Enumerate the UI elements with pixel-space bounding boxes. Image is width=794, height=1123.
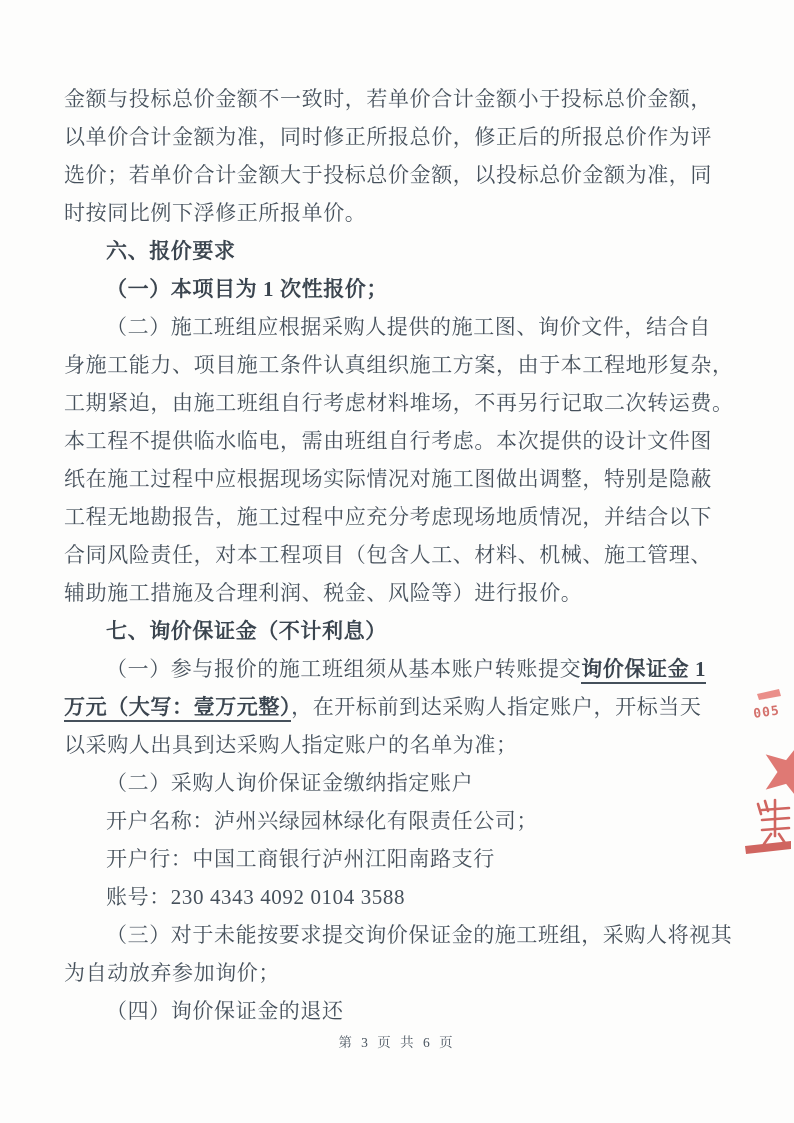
doc-line: 纸在施工过程中应根据现场实际情况对施工图做出调整，特别是隐蔽: [64, 467, 712, 491]
doc-line: 选价；若单价合计金额大于投标总价金额，以投标总价金额为准，同: [64, 163, 712, 187]
deposit-amount-emphasis: 万元（大写：壹万元整）: [64, 695, 291, 722]
deposit-clause-line: [64, 688, 738, 726]
section-heading-six: 六、报价要求: [106, 239, 236, 263]
bank-account-number-line: 账号：230 4343 4092 0104 3588: [106, 885, 406, 909]
deposit-amount-emphasis: 询价保证金 1: [581, 657, 706, 684]
doc-line: 金额与投标总价金额不一致时，若单价合计金额小于投标总价金额，: [64, 87, 712, 111]
deposit-clause-text: （一）参与报价的施工班组须从基本账户转账提交: [106, 657, 582, 681]
doc-line: 工程无地勘报告，施工过程中应充分考虑现场地质情况，并结合以下: [64, 505, 712, 529]
doc-line: 为自动放弃参加询价；: [64, 961, 280, 985]
clause-one-line: （一）本项目为 1 次性报价；: [106, 277, 388, 301]
section-heading-seven: 七、询价保证金（不计利息）: [106, 619, 387, 643]
page-number: 第 3 页 共 6 页: [338, 1035, 456, 1050]
seal-character-fragment: [745, 800, 791, 854]
deposit-clause-text: ，在开标前到达采购人指定账户，开标当天: [291, 695, 702, 719]
clause-two-line: （二）施工班组应根据采购人提供的施工图、询价文件，结合自: [106, 315, 711, 339]
doc-line: 身施工能力、项目施工条件认真组织施工方案，由于本工程地形复杂，: [64, 353, 734, 377]
seal-star-icon: [766, 744, 794, 801]
deposit-clause-line: [64, 650, 738, 688]
doc-line: 合同风险责任，对本工程项目（包含人工、材料、机械、施工管理、: [64, 543, 712, 567]
doc-line: 以采购人出具到达采购人指定账户的名单为准；: [64, 733, 518, 757]
doc-line: 辅助施工措施及合理利润、税金、风险等）进行报价。: [64, 581, 583, 605]
doc-line: 时按同比例下浮修正所报单价。: [64, 201, 367, 225]
bank-account-name-line: 开户名称：泸州兴绿园林绿化有限责任公司；: [106, 809, 538, 833]
svg-text:005: 005: [752, 703, 781, 722]
bank-branch-line: 开户行：中国工商银行泸州江阳南路支行: [106, 847, 495, 871]
clause-three-line: （三）对于未能按要求提交询价保证金的施工班组，采购人将视其: [106, 923, 733, 947]
document-body: [64, 80, 738, 1030]
doc-line: 工期紧迫，由施工班组自行考虑材料堆场，不再另行记取二次转运费。: [64, 391, 734, 415]
red-seal-fragment: [734, 688, 794, 858]
doc-line: 以单价合计金额为准，同时修正所报总价，修正后的所报总价作为评: [64, 125, 712, 149]
clause-two-account-line: （二）采购人询价保证金缴纳指定账户: [106, 771, 474, 795]
seal-serial-fragment: [752, 689, 781, 722]
clause-four-line: （四）询价保证金的退还: [106, 999, 344, 1023]
doc-line: 本工程不提供临水临电，需由班组自行考虑。本次提供的设计文件图: [64, 429, 712, 453]
